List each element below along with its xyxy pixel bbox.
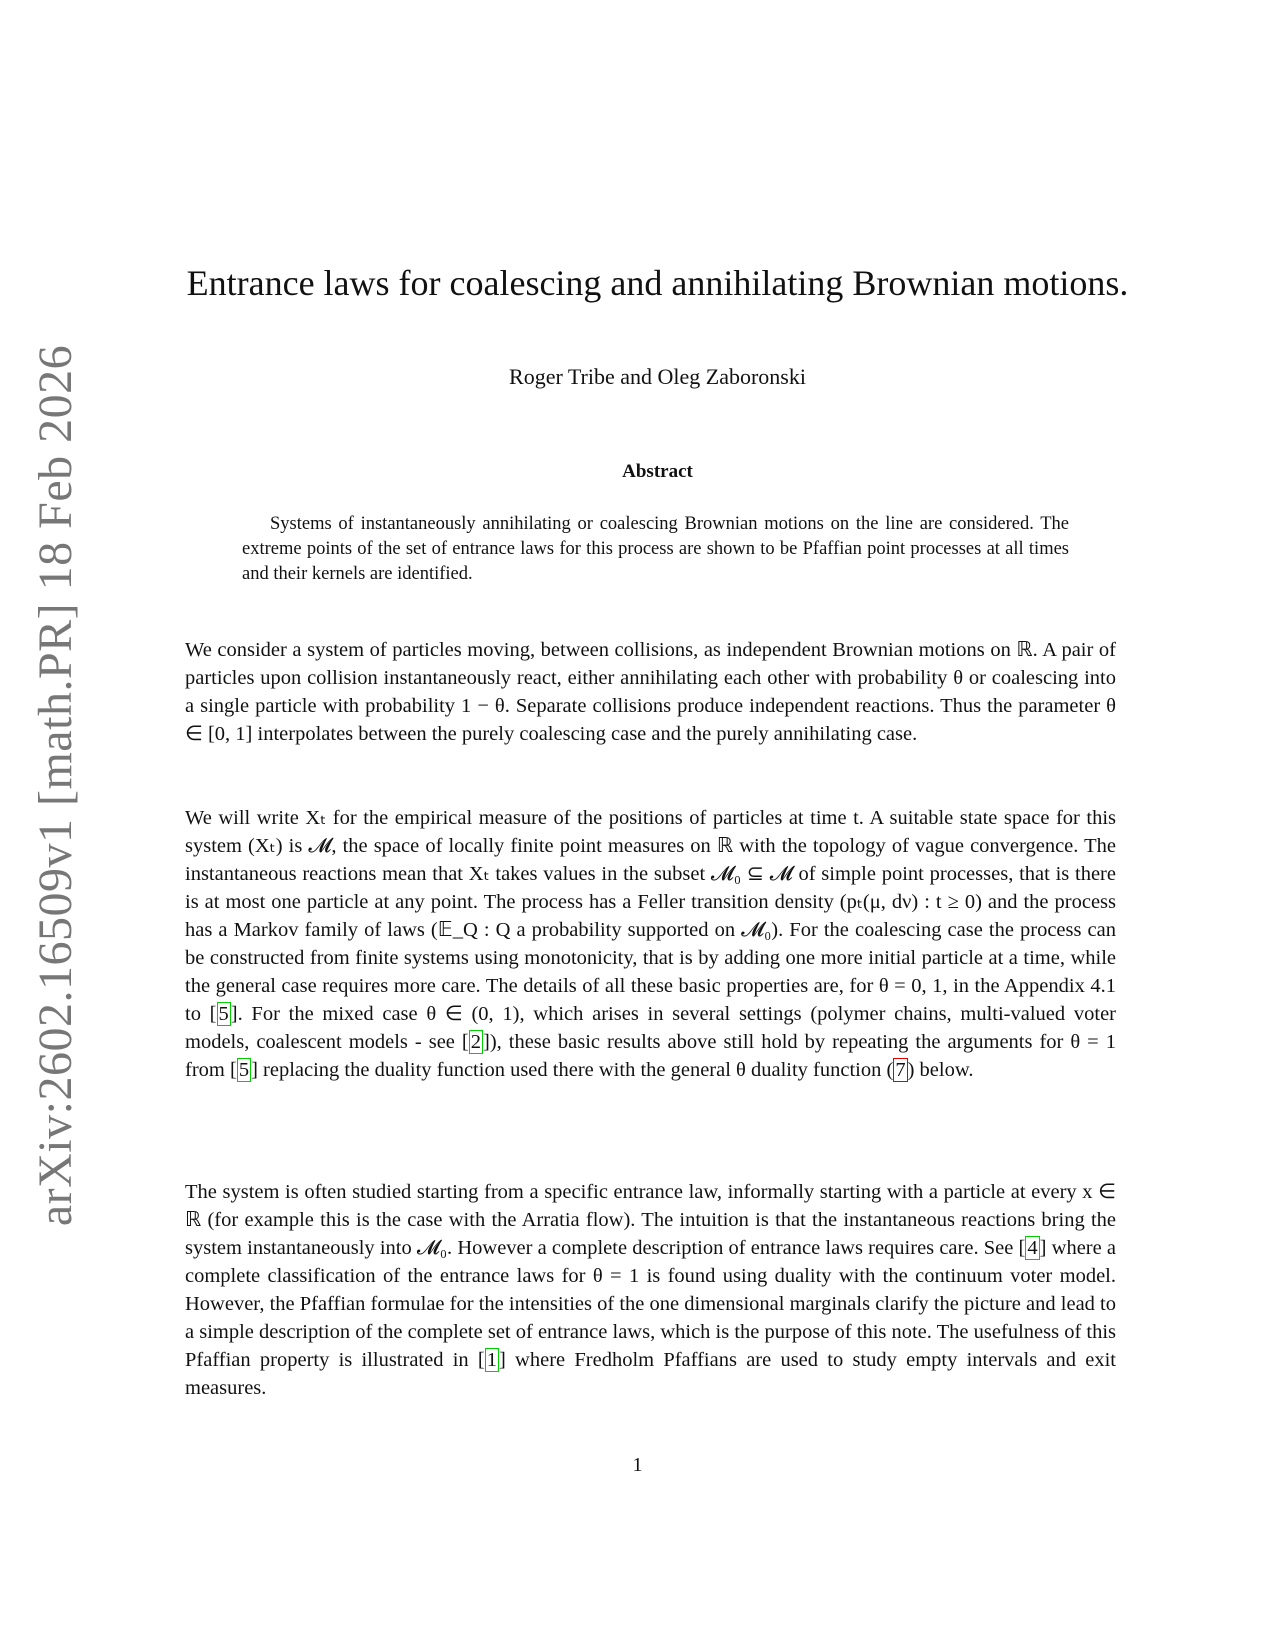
paragraph-text: The system is often studied starting from a specific entrance law, informally starting with a particle at every x ∈ ℝ (for example this is the case with the Arratia flow). The intuition is that the instantaneous reactions bring the system instantaneously into 𝓜₀. However a complete description of entrance laws requires care. See [185, 1181, 1116, 1259]
arxiv-watermark [10, 344, 102, 1226]
paragraph-text: below. [914, 1059, 974, 1081]
paragraph-entrance-laws: The system is often studied starting from a specific entrance law, informally starting with a particle at every x ∈ ℝ (for example this is the case with the Arratia flow). The intuition is that the instantaneous reactions bring the system instantaneously into 𝓜₀. However a complete description of entrance laws requires care. See [4] where a complete classification of the entrance laws for θ = 1 is found using duality with the continuum voter model. However, the Pfaffian formulae for the intensities of the one dimensional marginals clarify the picture and lead to a simple description of the complete set of entrance laws, which is the purpose of this note. The usefulness of this Pfaffian property is illustrated in [1] where Fredholm Pfaffians are used to study empty intervals and exit measures. [185, 1181, 1117, 1399]
paper-title: Entrance laws for coalescing and annihilating Brownian motions. [186, 263, 1129, 303]
paragraph-intro: We consider a system of particles moving, between collisions, as independent Brownian motions on ℝ. A pair of particles upon collision instantaneously react, either annihilating each other with probability θ or coalescing into a single particle with probability 1 − θ. Separate collisions produce independent reactions. Thus the parameter θ ∈ [0, 1] interpolates between the purely coalescing case and the purely annihilating case. [185, 639, 1116, 745]
abstract-heading: Abstract [622, 461, 693, 482]
citation-link-4[interactable]: 4 [1027, 1237, 1038, 1259]
paragraph-state-space: We will write Xₜ for the empirical measure of the positions of particles at time t. A suitable state space for this system (Xₜ) is 𝓜, the space of locally finite point measures on ℝ with the topology of vague convergence. The instantaneous reactions mean that Xₜ takes values in the subset 𝓜₀ ⊆ 𝓜 of simple point processes, that is there is at most one particle at any point. The process has a Feller transition density (pₜ(μ, dν) : t ≥ 0) and the process has a Markov family of laws (𝔼_Q : Q a probability supported on 𝓜₀). For the coalescing case the process can be constructed from finite systems using monotonicity, that is by adding one more initial particle at a time, while the general case requires more care. The details of all these basic properties are, for θ = 0, 1, in the Appendix 4.1 to [5]. For the mixed case θ ∈ (0, 1), which arises in several settings (polymer chains, multi-valued voter models, coalescent models - see [2]), these basic results above still hold by repeating the arguments for θ = 1 from [5] replacing the duality function used there with the general θ duality function (7) below. [185, 807, 1116, 1081]
arxiv-identifier: arXiv:2602.16509v1 [math.PR] 18 Feb 2026 [29, 344, 83, 1226]
citation-link-5[interactable]: 5 [218, 1003, 229, 1025]
citation-link-5[interactable]: 5 [238, 1059, 250, 1081]
paragraph-text: ), these basic results above still hold by repeating the arguments for θ = 1 from [185, 1031, 1116, 1081]
citation-link-1[interactable]: 1 [486, 1349, 497, 1371]
paragraph-text: where a complete classification of the entrance laws for θ = 1 is found using duality with the continuum voter model. However, the Pfaffian formulae for the intensities of the one dimensional marginals clarify the picture and lead to a simple description of the complete set of entrance laws, which is the purpose of this note. The usefulness of this Pfaffian property is illustrated in [185, 1237, 1117, 1371]
abstract-text: Systems of instantaneously annihilating or coalescing Brownian motions on the line are considered. The extreme points of the set of entrance laws for this process are shown to be Pfaffian point processes at all times and their kernels are identified. [242, 514, 1069, 584]
equation-link-7[interactable]: 7 [895, 1059, 906, 1081]
author-list: Roger Tribe and Oleg Zaboronski [509, 364, 806, 389]
paragraph-text: where Fredholm Pfaffians are used to study empty intervals and exit measures. [185, 1349, 1116, 1399]
paragraph-text: replacing the duality function used there with the general θ duality function [257, 1059, 887, 1081]
paragraph-text: . For the mixed case θ ∈ (0, 1), which arises in several settings (polymer chains, multi-valued voter models, coalescent models - see [185, 1003, 1116, 1053]
citation-link-2[interactable]: 2 [470, 1031, 481, 1053]
paragraph-text: We will write Xₜ for the empirical measure of the positions of particles at time t. A suitable state space for this system (Xₜ) is 𝓜, the space of locally finite point measures on ℝ with the topology of vague convergence. The instantaneous reactions mean that Xₜ takes values in the subset 𝓜₀ ⊆ 𝓜 of simple point processes, that is there is at most one particle at any point. The process has a Feller transition density (pₜ(μ, dν) : t ≥ 0) and the process has a Markov family of laws (𝔼_Q : Q a probability supported on 𝓜₀). For the coalescing case the process can be constructed from finite systems using monotonicity, that is by adding one more initial particle at a time, while the general case requires more care. The details of all these basic properties are, for θ = 0, 1, in the Appendix 4.1 to [185, 807, 1116, 1025]
page-number: 1 [632, 1454, 643, 1476]
